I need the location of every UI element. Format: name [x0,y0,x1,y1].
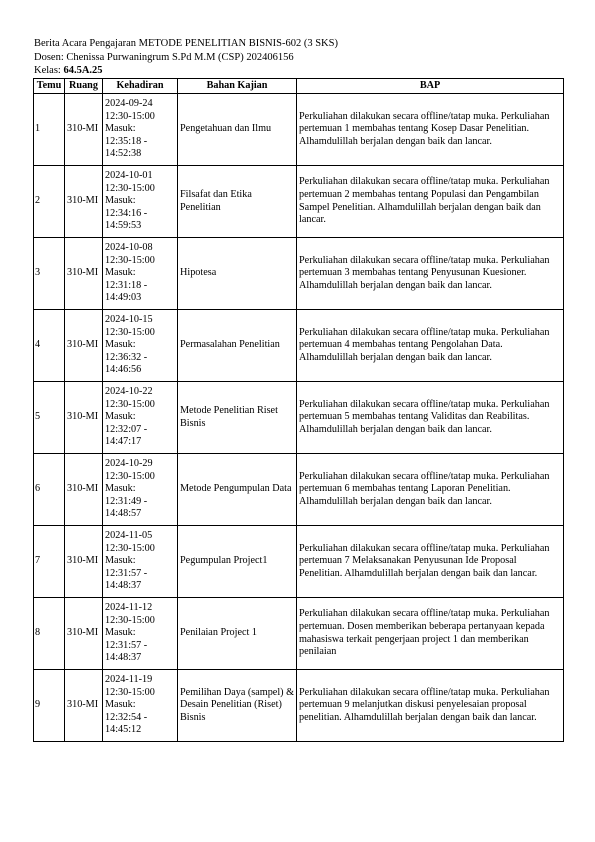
table-row [34,670,564,742]
table-row [34,382,564,454]
attendance-schedule: 12:30-15:00 [105,254,155,266]
table-row [34,454,564,526]
document-header [34,37,338,78]
attendance-start: 12:31:57 - [105,639,148,651]
attendance-date: 2024-10-29 [105,458,153,470]
room: 310-MI [65,238,103,310]
attendance-start: 12:32:07 - [105,423,148,435]
meeting-number: 1 [34,94,65,166]
attendance-start: 12:34:16 - [105,207,148,219]
attendance-masuk-label: Masuk: [105,555,136,567]
col-header-temu: Temu [34,79,65,94]
study-material: Filsafat dan Etika Penelitian [178,166,297,238]
lecturer-line: Dosen: Chenissa Purwaningrum S.Pd M.M (CSP) 202406156 [34,51,294,63]
room: 310-MI [65,454,103,526]
class-value: 64.5A.25 [63,65,103,76]
attendance [103,598,178,670]
attendance-end: 14:48:37 [105,652,142,664]
attendance-schedule: 12:30-15:00 [105,182,155,194]
class-label: Kelas: [34,65,61,76]
study-material: Pengetahuan dan Ilmu [178,94,297,166]
room: 310-MI [65,94,103,166]
col-header-ruang: Ruang [65,79,103,94]
attendance-start: 12:31:57 - [105,567,148,579]
bap-description: Perkuliahan dilakukan secara offline/tatap muka. Perkuliahan pertemuan 3 membahas tentang Penyusunan Kuesioner. Alhamdulillah berjalan dengan baik dan lancar. [297,238,564,310]
bap-description: Perkuliahan dilakukan secara offline/tatap muka. Perkuliahan pertemuan 7 Melaksanakan Penyusunan Ide Proposal Penelitian. Alhamdulillah berjalan dengan baik dan lancar. [297,526,564,598]
table-row [34,94,564,166]
room: 310-MI [65,166,103,238]
attendance-schedule: 12:30-15:00 [105,542,155,554]
meeting-number: 7 [34,526,65,598]
attendance-schedule: 12:30-15:00 [105,614,155,626]
attendance-date: 2024-10-22 [105,386,153,398]
attendance-start: 12:35:18 - [105,135,148,147]
attendance-masuk-label: Masuk: [105,339,136,351]
attendance-end: 14:45:12 [105,724,142,736]
bap-description: Perkuliahan dilakukan secara offline/tatap muka. Perkuliahan pertemuan 4 membahas tentang Pengolahan Data. Alhamdulillah berjalan dengan baik dan lancar. [297,310,564,382]
attendance-masuk-label: Masuk: [105,123,136,135]
room: 310-MI [65,310,103,382]
attendance-date: 2024-09-24 [105,98,153,110]
room: 310-MI [65,670,103,742]
attendance-masuk-label: Masuk: [105,195,136,207]
attendance-end: 14:52:38 [105,148,142,160]
attendance-end: 14:47:17 [105,436,142,448]
attendance-start: 12:31:49 - [105,495,148,507]
attendance-end: 14:48:37 [105,580,142,592]
attendance-date: 2024-10-15 [105,314,153,326]
study-material: Metode Penelitian Riset Bisnis [178,382,297,454]
meeting-number: 6 [34,454,65,526]
study-material: Hipotesa [178,238,297,310]
bap-description: Perkuliahan dilakukan secara offline/tatap muka. Perkuliahan pertemuan. Dosen memberikan beberapa pertanyaan kepada mahasiswa terkait pengerjaan project 1 dan memberikan penilaian [297,598,564,670]
table-row [34,238,564,310]
meeting-number: 4 [34,310,65,382]
teaching-record-table [33,78,564,742]
attendance-masuk-label: Masuk: [105,483,136,495]
attendance-date: 2024-10-08 [105,242,153,254]
study-material: Permasalahan Penelitian [178,310,297,382]
attendance-end: 14:46:56 [105,364,142,376]
attendance-schedule: 12:30-15:00 [105,110,155,122]
attendance-masuk-label: Masuk: [105,411,136,423]
meeting-number: 3 [34,238,65,310]
attendance-start: 12:32:54 - [105,711,148,723]
bap-description: Perkuliahan dilakukan secara offline/tatap muka. Perkuliahan pertemuan 5 membahas tentang Validitas dan Reabilitas. Alhamdulillah berjalan dengan baik dan lancar. [297,382,564,454]
meeting-number: 8 [34,598,65,670]
attendance [103,382,178,454]
attendance-start: 12:31:18 - [105,279,148,291]
table-header-row [34,79,564,94]
class-line [34,64,338,78]
attendance-start: 12:36:32 - [105,351,148,363]
attendance-end: 14:48:57 [105,508,142,520]
attendance-end: 14:49:03 [105,292,142,304]
table-row [34,310,564,382]
attendance [103,526,178,598]
attendance-schedule: 12:30-15:00 [105,686,155,698]
meeting-number: 2 [34,166,65,238]
attendance-schedule: 12:30-15:00 [105,326,155,338]
bap-description: Perkuliahan dilakukan secara offline/tatap muka. Perkuliahan pertemuan 2 membahas tentang Populasi dan Pengambilan Sampel Penelitian. Alhamdulillah berjalan dengan baik dan lancar. [297,166,564,238]
attendance [103,670,178,742]
attendance [103,454,178,526]
attendance-schedule: 12:30-15:00 [105,470,155,482]
attendance-end: 14:59:53 [105,220,142,232]
attendance-masuk-label: Masuk: [105,267,136,279]
col-header-kehadiran: Kehadiran [103,79,178,94]
attendance [103,310,178,382]
course-title: Berita Acara Pengajaran METODE PENELITIAN BISNIS-602 (3 SKS) [34,38,338,49]
table-row [34,598,564,670]
bap-description: Perkuliahan dilakukan secara offline/tatap muka. Perkuliahan pertemuan 9 melanjutkan diskusi penyelesaian proposal penelitian. Alhamdulillah berjalan dengan baik dan lancar. [297,670,564,742]
table-row [34,526,564,598]
study-material: Penilaian Project 1 [178,598,297,670]
attendance-date: 2024-11-19 [105,674,153,686]
attendance-date: 2024-11-05 [105,530,153,542]
attendance-masuk-label: Masuk: [105,627,136,639]
attendance [103,166,178,238]
col-header-bap: BAP [297,79,564,94]
meeting-number: 9 [34,670,65,742]
table-row [34,166,564,238]
bap-description: Perkuliahan dilakukan secara offline/tatap muka. Perkuliahan pertemuan 1 membahas tentang Kosep Dasar Penelitian. Alhamdulillah berjalan dengan baik dan lancar. [297,94,564,166]
attendance [103,94,178,166]
room: 310-MI [65,526,103,598]
study-material: Metode Pengumpulan Data [178,454,297,526]
study-material: Pemilihan Daya (sampel) & Desain Penelitian (Riset) Bisnis [178,670,297,742]
col-header-bahan-kajian: Bahan Kajian [178,79,297,94]
room: 310-MI [65,382,103,454]
attendance-date: 2024-10-01 [105,170,153,182]
attendance-date: 2024-11-12 [105,602,153,614]
attendance-schedule: 12:30-15:00 [105,398,155,410]
room: 310-MI [65,598,103,670]
attendance [103,238,178,310]
meeting-number: 5 [34,382,65,454]
attendance-masuk-label: Masuk: [105,699,136,711]
bap-description: Perkuliahan dilakukan secara offline/tatap muka. Perkuliahan pertemuan 6 membahas tentang Laporan Penelitian. Alhamdulillah berjalan dengan baik dan lancar. [297,454,564,526]
study-material: Pegumpulan Project1 [178,526,297,598]
